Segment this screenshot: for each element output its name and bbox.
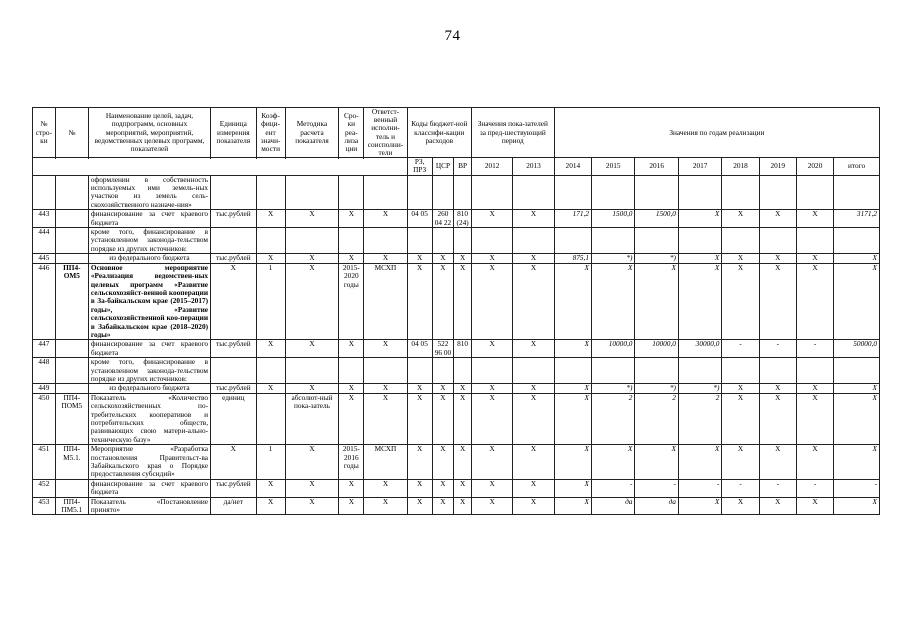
header-year-2014: 2014	[554, 158, 591, 175]
cell-term: X	[339, 254, 364, 263]
cell-term	[339, 228, 364, 254]
cell-resp: X	[364, 393, 407, 444]
cell-y2013: X	[513, 263, 554, 340]
cell-y2012: X	[471, 340, 512, 358]
cell-y2020: -	[796, 340, 833, 358]
cell-y2017: 30000,0	[678, 340, 721, 358]
cell-unit	[211, 228, 257, 254]
cell-vr: X	[454, 263, 472, 340]
cell-y2012: X	[471, 497, 512, 515]
cell-y2017	[678, 358, 721, 384]
cell-csr	[432, 228, 454, 254]
cell-y2012	[471, 175, 512, 210]
cell-name: Показатель «Количество сельскохозяйственных по-требительских кооперативов и потребительских обществ, развивающих свою матери-ально-техническую базу»	[88, 393, 210, 444]
table-row	[33, 445, 880, 480]
header-year-2012: 2012	[471, 158, 512, 175]
cell-code	[55, 479, 88, 497]
cell-y2013: X	[513, 384, 554, 393]
cell-y2020: X	[796, 210, 833, 228]
cell-y2015: *)	[591, 384, 634, 393]
cell-resp: X	[364, 210, 407, 228]
cell-vr	[454, 175, 472, 210]
cell-y2016	[635, 358, 678, 384]
cell-y2016: X	[635, 445, 678, 480]
cell-y2016	[635, 175, 678, 210]
cell-code	[55, 175, 88, 210]
cell-name: Показатель «Постановление принято»	[88, 497, 210, 515]
cell-resp: МСХП	[364, 263, 407, 340]
cell-y2016: 2	[635, 393, 678, 444]
cell-vr: X	[454, 254, 472, 263]
cell-y2013: X	[513, 393, 554, 444]
cell-unit: единиц	[211, 393, 257, 444]
cell-term: X	[339, 497, 364, 515]
cell-method: X	[285, 497, 339, 515]
header-previous-period: Значения пока-зателей за пред-шествующий период	[471, 108, 554, 158]
cell-y2015: 1500,0	[591, 210, 634, 228]
cell-y2014	[554, 358, 591, 384]
cell-y2012	[471, 358, 512, 384]
cell-rz: X	[407, 384, 432, 393]
cell-vr: 810	[454, 340, 472, 358]
cell-resp: X	[364, 384, 407, 393]
cell-y2019: X	[759, 384, 796, 393]
cell-y2012: X	[471, 445, 512, 480]
cell-vr: X	[454, 393, 472, 444]
cell-y2016	[635, 228, 678, 254]
cell-csr: 260 04 22	[432, 210, 454, 228]
cell-y2012: X	[471, 384, 512, 393]
cell-num: 453	[33, 497, 56, 515]
table-row	[33, 210, 880, 228]
cell-name: оформлении в собственность используемых ими земель-ных участков из земель сель-скохозяйственного назначе-ния»	[88, 175, 210, 210]
cell-total: X	[834, 497, 880, 515]
cell-method: X	[285, 340, 339, 358]
cell-coef: X	[256, 479, 285, 497]
cell-y2019: X	[759, 445, 796, 480]
cell-name: Мероприятие «Разработка постановления Правительст-ва Забайкальского края о Порядке предоставления субсидий»	[88, 445, 210, 480]
header-unit: Единица измерения показателя	[211, 108, 257, 158]
table-row	[33, 340, 880, 358]
cell-unit: тыс.рублей	[211, 210, 257, 228]
cell-total	[834, 358, 880, 384]
table-row	[33, 228, 880, 254]
table-row	[33, 479, 880, 497]
cell-y2015: *)	[591, 254, 634, 263]
cell-csr: X	[432, 497, 454, 515]
cell-term: 2015-2020 годы	[339, 263, 364, 340]
cell-y2015: да	[591, 497, 634, 515]
cell-y2018	[722, 228, 759, 254]
cell-y2018: X	[722, 263, 759, 340]
cell-total	[834, 228, 880, 254]
cell-method	[285, 228, 339, 254]
cell-resp: X	[364, 254, 407, 263]
cell-y2012: X	[471, 263, 512, 340]
cell-y2019: X	[759, 210, 796, 228]
cell-coef	[256, 228, 285, 254]
cell-y2013: X	[513, 210, 554, 228]
cell-y2014: X	[554, 263, 591, 340]
cell-y2013: X	[513, 479, 554, 497]
cell-y2019	[759, 175, 796, 210]
cell-num: 450	[33, 393, 56, 444]
cell-unit	[211, 175, 257, 210]
cell-y2014: X	[554, 340, 591, 358]
cell-y2019: X	[759, 497, 796, 515]
cell-unit: да/нет	[211, 497, 257, 515]
header-csr: ЦСР	[432, 158, 454, 175]
cell-name: финансирование за счет краевого бюджета	[88, 479, 210, 497]
cell-y2020: X	[796, 384, 833, 393]
cell-coef: 1	[256, 263, 285, 340]
cell-name: финансирование за счет краевого бюджета	[88, 340, 210, 358]
table-row	[33, 263, 880, 340]
table-row	[33, 254, 880, 263]
cell-vr: X	[454, 384, 472, 393]
cell-y2020: X	[796, 393, 833, 444]
cell-y2018: X	[722, 384, 759, 393]
table-row	[33, 384, 880, 393]
cell-code	[55, 210, 88, 228]
cell-code: ПП4-ПОМ5	[55, 393, 88, 444]
cell-y2015: 10000,0	[591, 340, 634, 358]
cell-y2013: X	[513, 497, 554, 515]
header-method: Методика расчета показателя	[285, 108, 339, 158]
cell-code: ПП4-ОМ5	[55, 263, 88, 340]
cell-term: X	[339, 340, 364, 358]
cell-csr: X	[432, 263, 454, 340]
cell-y2017	[678, 175, 721, 210]
cell-rz: X	[407, 393, 432, 444]
cell-y2018: -	[722, 340, 759, 358]
cell-term: X	[339, 393, 364, 444]
header-years-title: Значения по годам реализации	[554, 108, 879, 158]
cell-num: 448	[33, 358, 56, 384]
cell-unit	[211, 358, 257, 384]
cell-coef: X	[256, 497, 285, 515]
cell-code	[55, 384, 88, 393]
cell-y2017: 2	[678, 393, 721, 444]
header-total: итого	[834, 158, 880, 175]
header-year-2020: 2020	[796, 158, 833, 175]
cell-resp	[364, 175, 407, 210]
cell-method: абсолют-ный пока-затель	[285, 393, 339, 444]
cell-y2016: *)	[635, 254, 678, 263]
header-vr: ВР	[454, 158, 472, 175]
cell-code	[55, 340, 88, 358]
cell-num: 447	[33, 340, 56, 358]
cell-y2016: *)	[635, 384, 678, 393]
cell-y2020: X	[796, 445, 833, 480]
cell-term	[339, 175, 364, 210]
cell-y2017: X	[678, 263, 721, 340]
cell-y2018	[722, 358, 759, 384]
cell-y2017: X	[678, 210, 721, 228]
cell-method: X	[285, 479, 339, 497]
cell-y2019	[759, 228, 796, 254]
cell-code	[55, 228, 88, 254]
cell-coef	[256, 358, 285, 384]
cell-y2018: X	[722, 254, 759, 263]
cell-unit: тыс.рублей	[211, 340, 257, 358]
header-year-2013: 2013	[513, 158, 554, 175]
cell-name: финансирование за счет краевого бюджета	[88, 210, 210, 228]
header-name: Наименование целей, задач, подпрограмм, основных мероприятий, мероприятий, ведомственных целевых программ, показателей	[88, 108, 210, 158]
cell-rz: X	[407, 497, 432, 515]
cell-term: X	[339, 384, 364, 393]
header-term: Сро-ки реа-лиза ции	[339, 108, 364, 158]
cell-name: из федерального бюджета	[88, 384, 210, 393]
cell-y2015	[591, 228, 634, 254]
cell-y2017: X	[678, 254, 721, 263]
cell-coef: 1	[256, 445, 285, 480]
cell-y2015: 2	[591, 393, 634, 444]
cell-csr: 522 96 00	[432, 340, 454, 358]
cell-code: ПП4-М5.1.	[55, 445, 88, 480]
cell-rz	[407, 358, 432, 384]
cell-y2015: -	[591, 479, 634, 497]
cell-num: 449	[33, 384, 56, 393]
page-number: 74	[444, 28, 461, 44]
cell-rz	[407, 175, 432, 210]
cell-total: X	[834, 263, 880, 340]
cell-y2012: X	[471, 393, 512, 444]
cell-y2014	[554, 175, 591, 210]
cell-rz	[407, 228, 432, 254]
cell-coef	[256, 393, 285, 444]
cell-method: X	[285, 445, 339, 480]
cell-num: 444	[33, 228, 56, 254]
cell-total: X	[834, 393, 880, 444]
cell-y2020: X	[796, 263, 833, 340]
cell-csr	[432, 358, 454, 384]
cell-y2017: X	[678, 497, 721, 515]
cell-y2020: -	[796, 479, 833, 497]
cell-y2014: X	[554, 479, 591, 497]
cell-y2015: X	[591, 263, 634, 340]
cell-num: 451	[33, 445, 56, 480]
cell-unit: X	[211, 263, 257, 340]
cell-csr	[432, 175, 454, 210]
cell-coef	[256, 175, 285, 210]
cell-y2020	[796, 228, 833, 254]
header-year-2019: 2019	[759, 158, 796, 175]
cell-rz: X	[407, 445, 432, 480]
cell-coef: X	[256, 210, 285, 228]
cell-csr: X	[432, 445, 454, 480]
cell-y2018: X	[722, 393, 759, 444]
cell-term: X	[339, 210, 364, 228]
cell-y2017: *)	[678, 384, 721, 393]
cell-unit: X	[211, 445, 257, 480]
table-row	[33, 358, 880, 384]
cell-total	[834, 175, 880, 210]
cell-resp	[364, 358, 407, 384]
header-year-2015: 2015	[591, 158, 634, 175]
cell-csr: X	[432, 384, 454, 393]
cell-method: X	[285, 254, 339, 263]
cell-term	[339, 358, 364, 384]
cell-resp: МСХП	[364, 445, 407, 480]
cell-y2016: X	[635, 263, 678, 340]
header-coefficient: Коэф-фици-ент значи-мости	[256, 108, 285, 158]
header-year-2016: 2016	[635, 158, 678, 175]
cell-y2019: X	[759, 393, 796, 444]
cell-y2013: X	[513, 254, 554, 263]
cell-coef: X	[256, 384, 285, 393]
cell-name: Основное мероприятие «Реализация ведомствен-ных целевых программ «Развитие сельскохозяйст-венной кооперации в За-байкальском крае (2015–2017) годы», «Развитие сельскохозяйственной коо-перации в Забайкальском крае (2018–2020) годы»	[88, 263, 210, 340]
cell-y2019: X	[759, 254, 796, 263]
cell-num: 443	[33, 210, 56, 228]
header-year-2018: 2018	[722, 158, 759, 175]
cell-unit: тыс.рублей	[211, 384, 257, 393]
cell-y2018: X	[722, 210, 759, 228]
cell-method: X	[285, 384, 339, 393]
cell-code	[55, 254, 88, 263]
cell-y2014: X	[554, 445, 591, 480]
cell-y2014: X	[554, 497, 591, 515]
cell-y2013	[513, 358, 554, 384]
cell-csr: X	[432, 393, 454, 444]
cell-resp: X	[364, 479, 407, 497]
cell-y2016: 10000,0	[635, 340, 678, 358]
cell-y2016: 1500,0	[635, 210, 678, 228]
cell-total: -	[834, 479, 880, 497]
cell-y2019: -	[759, 479, 796, 497]
cell-num: 446	[33, 263, 56, 340]
cell-y2014: 875,1	[554, 254, 591, 263]
cell-resp	[364, 228, 407, 254]
cell-y2015	[591, 358, 634, 384]
cell-y2014: X	[554, 384, 591, 393]
cell-num: 452	[33, 479, 56, 497]
cell-y2016: да	[635, 497, 678, 515]
cell-method	[285, 175, 339, 210]
cell-y2016: -	[635, 479, 678, 497]
cell-y2018: X	[722, 497, 759, 515]
cell-y2017: X	[678, 445, 721, 480]
cell-csr: X	[432, 254, 454, 263]
cell-resp: X	[364, 497, 407, 515]
cell-y2013	[513, 228, 554, 254]
header-row-number: № стро-ки	[33, 108, 56, 158]
cell-rz: X	[407, 263, 432, 340]
cell-y2019	[759, 358, 796, 384]
cell-y2015	[591, 175, 634, 210]
cell-unit: тыс.рублей	[211, 254, 257, 263]
cell-code: ПП4-ПМ5.1	[55, 497, 88, 515]
cell-y2017: -	[678, 479, 721, 497]
cell-y2018: -	[722, 479, 759, 497]
cell-y2012: X	[471, 254, 512, 263]
cell-vr: X	[454, 445, 472, 480]
header-responsible: Ответст-венный исполни-тель и соисполни-тели	[364, 108, 407, 158]
cell-y2013	[513, 175, 554, 210]
cell-rz: 04 05	[407, 340, 432, 358]
cell-vr: X	[454, 497, 472, 515]
header-rz: РЗ, ПРЗ	[407, 158, 432, 175]
cell-coef: X	[256, 254, 285, 263]
cell-vr: 810 (24)	[454, 210, 472, 228]
cell-resp: X	[364, 340, 407, 358]
cell-y2012: X	[471, 479, 512, 497]
cell-unit: тыс.рублей	[211, 479, 257, 497]
cell-rz: X	[407, 479, 432, 497]
cell-y2015: X	[591, 445, 634, 480]
cell-csr: X	[432, 479, 454, 497]
cell-y2017	[678, 228, 721, 254]
cell-rz: 04 05	[407, 210, 432, 228]
cell-y2012: X	[471, 210, 512, 228]
cell-method	[285, 358, 339, 384]
table-row	[33, 393, 880, 444]
cell-total: 3171,2	[834, 210, 880, 228]
cell-vr	[454, 228, 472, 254]
cell-y2020	[796, 358, 833, 384]
cell-y2013: X	[513, 445, 554, 480]
cell-y2018	[722, 175, 759, 210]
cell-total: X	[834, 384, 880, 393]
header-budget-codes: Коды бюджет-ной классифи-кации расходов	[407, 108, 471, 158]
cell-method: X	[285, 263, 339, 340]
header-year-2017: 2017	[678, 158, 721, 175]
cell-num	[33, 175, 56, 210]
cell-rz: X	[407, 254, 432, 263]
cell-coef: X	[256, 340, 285, 358]
cell-term: X	[339, 479, 364, 497]
table-row	[33, 175, 880, 210]
cell-y2018: X	[722, 445, 759, 480]
cell-num: 445	[33, 254, 56, 263]
cell-term: 2015-2016 годы	[339, 445, 364, 480]
cell-y2014: 171,2	[554, 210, 591, 228]
cell-y2020: X	[796, 254, 833, 263]
cell-name: кроме того, финансирование в установленном законода-тельством порядке из других источников:	[88, 358, 210, 384]
cell-vr	[454, 358, 472, 384]
cell-total: X	[834, 445, 880, 480]
cell-method: X	[285, 210, 339, 228]
cell-y2013: X	[513, 340, 554, 358]
header-code: №	[55, 108, 88, 158]
budget-table	[32, 107, 880, 515]
cell-y2020: X	[796, 497, 833, 515]
cell-y2019: -	[759, 340, 796, 358]
table-row	[33, 497, 880, 515]
cell-total: X	[834, 254, 880, 263]
cell-vr: X	[454, 479, 472, 497]
cell-y2012	[471, 228, 512, 254]
cell-name: из федерального бюджета	[88, 254, 210, 263]
cell-total: 50000,0	[834, 340, 880, 358]
cell-name: кроме того, финансирование в установленном законода-тельством порядке из других источников:	[88, 228, 210, 254]
cell-y2019: X	[759, 263, 796, 340]
cell-y2014: X	[554, 393, 591, 444]
cell-code	[55, 358, 88, 384]
cell-y2014	[554, 228, 591, 254]
cell-y2020	[796, 175, 833, 210]
